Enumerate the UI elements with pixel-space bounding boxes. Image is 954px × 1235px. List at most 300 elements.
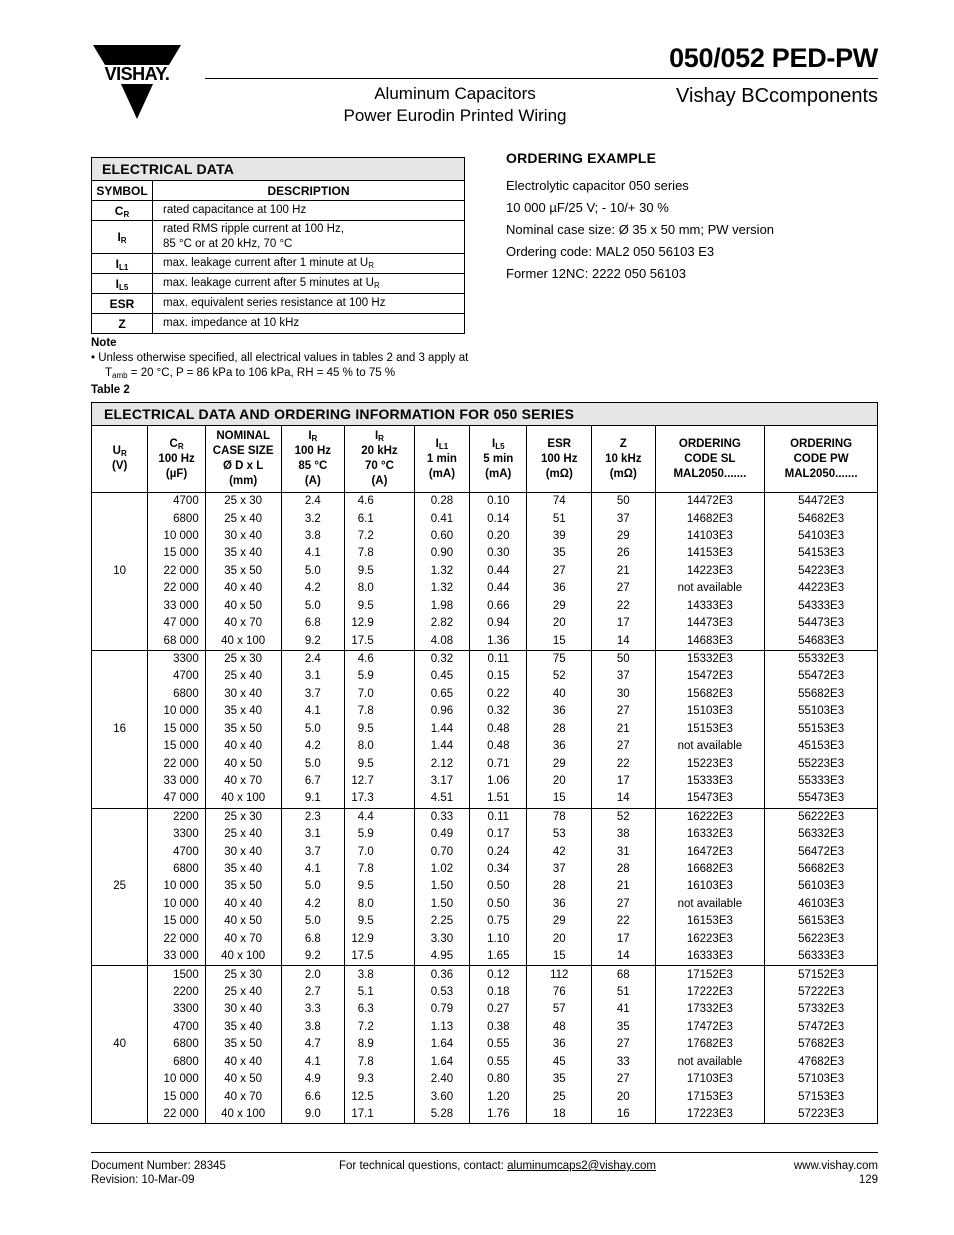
table-cell: 0.30 [470,545,527,562]
table-row [92,545,878,562]
table-cell: 35 x 40 [205,1019,281,1036]
description-line [163,237,454,252]
table-cell: 57682E3 [765,1036,878,1053]
table-cell: 6.8 [281,615,345,632]
table-cell: 30 x 40 [205,1001,281,1018]
table-cell: 0.48 [470,738,527,755]
col-description: DESCRIPTION [153,181,465,201]
table-cell: 40 [527,686,592,703]
voltage-cell: 16 [92,650,148,808]
table-cell: 0.65 [414,686,469,703]
table-cell: 0.80 [470,1071,527,1088]
table-cell: 40 x 70 [205,615,281,632]
header-text: (mA) [428,467,456,480]
header-text: MAL2050....... [784,467,858,480]
table-cell: 30 x 40 [205,686,281,703]
table-cell: 1.64 [414,1036,469,1053]
table-row [92,738,878,755]
column-header [414,426,469,493]
column-header [281,426,345,493]
description-cell [153,294,465,314]
table-cell: 0.33 [414,808,469,826]
table-cell: 54223E3 [765,563,878,580]
table-cell: 7.8 [345,545,415,562]
table-cell: not available [655,580,765,597]
table-cell: 33 000 [148,773,205,790]
table-row [92,826,878,843]
table-cell: 27 [592,703,656,720]
symbol-subscript: L5 [119,282,129,292]
table-cell: 6800 [148,1036,205,1053]
table-cell: 46103E3 [765,896,878,913]
table-cell: 17 [592,773,656,790]
table-cell: 9.2 [281,632,345,650]
table-row [92,984,878,1001]
header-text: ESR [547,437,572,450]
column-header-line [416,467,468,482]
table-cell: 1.76 [470,1106,527,1124]
table-cell: 6.8 [281,931,345,948]
table-row [92,686,878,703]
table-cell: 4700 [148,843,205,860]
table-cell: 57103E3 [765,1071,878,1088]
table-cell: 0.32 [470,703,527,720]
header-text: 100 Hz [158,452,195,465]
table-cell: 5.28 [414,1106,469,1124]
ordering-example [506,150,774,285]
symbol-subscript: R [120,236,127,245]
table-cell: 5.1 [345,984,415,1001]
table-cell: 6800 [148,510,205,527]
symbol: Z [118,316,126,331]
table-cell: 6800 [148,686,205,703]
table-cell: 1.50 [414,878,469,895]
table-cell: 0.10 [470,493,527,511]
note-text-sub: amb [112,371,128,380]
table-cell: 35 x 40 [205,545,281,562]
column-header-line [149,467,203,482]
table-cell: 51 [592,984,656,1001]
table-cell: 15332E3 [655,650,765,668]
table-cell: 37 [592,510,656,527]
table-row [92,493,878,511]
table-cell: 14 [592,948,656,966]
table-cell: 56472E3 [765,843,878,860]
table-cell: 1.02 [414,861,469,878]
table-cell: 0.94 [470,615,527,632]
table-cell: 7.8 [345,703,415,720]
table-cell: 0.20 [470,528,527,545]
symbol-cell [92,201,153,221]
table-cell: 14683E3 [655,632,765,650]
header-text: 100 Hz [294,445,332,457]
table-cell: 28 [527,878,592,895]
table-cell: 15103E3 [655,703,765,720]
table-cell: 28 [527,720,592,737]
table-cell: 36 [527,1036,592,1053]
table-cell: 5.0 [281,878,345,895]
table-cell: 35 x 50 [205,720,281,737]
column-header-line [471,467,525,482]
table-cell: 53 [527,826,592,843]
table-cell: 0.41 [414,510,469,527]
column-header-line [207,444,280,459]
table-cell: 57222E3 [765,984,878,1001]
table-cell: 35 x 40 [205,703,281,720]
description-text: max. leakage current after 1 minute at U [163,257,369,269]
table-cell: 5.0 [281,563,345,580]
description-text: max. equivalent series resistance at 100 Hz [163,297,386,309]
description-line [163,296,454,311]
table-cell: 9.3 [345,1071,415,1088]
table-cell: 15472E3 [655,668,765,685]
electrical-data-table [91,157,465,334]
table-cell: 3.60 [414,1088,469,1105]
table-cell: 40 x 100 [205,632,281,650]
table-cell: 57153E3 [765,1088,878,1105]
table-cell: 40 x 100 [205,948,281,966]
table-cell: 3.2 [281,510,345,527]
table-cell: 3.7 [281,686,345,703]
table-row [92,668,878,685]
table-cell: 7.8 [345,861,415,878]
table-cell: 47 000 [148,615,205,632]
table-cell: 57223E3 [765,1106,878,1124]
table-cell: 1500 [148,966,205,984]
table-cell: 4.2 [281,580,345,597]
table-cell: 5.9 [345,668,415,685]
table-cell: 4700 [148,493,205,511]
column-header-line [346,429,413,444]
table-cell: 6.1 [345,510,415,527]
table-cell: 8.0 [345,738,415,755]
document-title: 050/052 PED-PW [669,43,878,73]
subtitle-line-2: Power Eurodin Printed Wiring [343,106,567,125]
header-text: (µF) [165,467,188,480]
footer-rule [91,1152,878,1153]
table-cell: 52 [592,808,656,826]
table-cell: 75 [527,650,592,668]
ordering-information-table [91,402,878,1124]
table-cell: 22 000 [148,580,205,597]
table-cell: 14153E3 [655,545,765,562]
voltage-cell: 10 [92,493,148,651]
table-cell: 12.9 [345,931,415,948]
table-cell: 1.65 [470,948,527,966]
table-cell: 25 x 40 [205,668,281,685]
table-cell: 14103E3 [655,528,765,545]
table-cell: 9.1 [281,790,345,808]
table-cell: 29 [527,913,592,930]
column-header-line [149,452,203,467]
table-cell: 37 [527,861,592,878]
table-cell: 21 [592,563,656,580]
table-cell: 29 [527,598,592,615]
table-row [92,598,878,615]
column-header [527,426,592,493]
header-text: C [169,437,178,450]
header-text: (mm) [229,475,258,487]
logo-text: VISHAY. [104,64,170,84]
column-header-line [766,467,876,482]
table-cell: 1.36 [470,632,527,650]
table-cell: 25 x 30 [205,493,281,511]
header-text: (V) [112,460,128,472]
table-row [92,1036,878,1053]
table-cell: 7.0 [345,843,415,860]
table-cell: 17222E3 [655,984,765,1001]
table-cell: 7.2 [345,528,415,545]
symbol: I [115,276,119,291]
header-subscript: R [177,441,184,451]
table-cell: 40 x 50 [205,598,281,615]
contact-email-link[interactable]: aluminumcaps2@vishay.com [507,1160,657,1172]
column-header-line [528,467,590,482]
header-text: 100 Hz [541,452,578,465]
table-cell: 54473E3 [765,615,878,632]
column-header-line [93,459,146,474]
table-cell: 38 [592,826,656,843]
table-cell: 5.9 [345,826,415,843]
revision: Revision: 10-Mar-09 [91,1174,195,1186]
description-subscript: R [373,281,380,290]
table-cell: 30 x 40 [205,843,281,860]
table-cell: 2.0 [281,966,345,984]
note-title: Note [91,337,117,349]
table-cell: 14682E3 [655,510,765,527]
table-cell: 1.10 [470,931,527,948]
table-cell: 4.2 [281,896,345,913]
vishay-logo [91,43,183,121]
table-cell: 36 [527,703,592,720]
main-table-title: ELECTRICAL DATA AND ORDERING INFORMATION FOR 050 SERIES [92,403,878,426]
column-header-line [283,429,344,444]
column-header-line [346,474,413,489]
table-cell: 35 x 40 [205,861,281,878]
table-cell: 7.0 [345,686,415,703]
table-label: Table 2 [91,384,130,396]
table-cell: 33 [592,1054,656,1071]
table-cell: 40 x 50 [205,913,281,930]
table-cell: 55103E3 [765,703,878,720]
table-cell: 22 000 [148,931,205,948]
table-cell: 2.4 [281,650,345,668]
table-cell: 17472E3 [655,1019,765,1036]
header-text: 85 °C [298,460,328,472]
table-cell: 0.50 [470,878,527,895]
table-cell: 28 [592,861,656,878]
table-cell: 22 [592,913,656,930]
table-cell: 9.5 [345,720,415,737]
header-text: NOMINAL [216,430,270,442]
description-line [163,203,454,218]
table-cell: 30 x 40 [205,528,281,545]
table-cell: 4.1 [281,861,345,878]
description-line [163,316,454,331]
table-cell: 74 [527,493,592,511]
header-text: (mA) [485,467,512,480]
table-cell: 14 [592,790,656,808]
table-cell: 3300 [148,826,205,843]
column-header-line [593,467,654,482]
table-cell: 4700 [148,668,205,685]
table-row [92,896,878,913]
description-text: max. impedance at 10 kHz [163,317,300,329]
table-cell: 27 [592,580,656,597]
table-cell: 9.5 [345,563,415,580]
table-cell: 36 [527,896,592,913]
table-cell: 4.1 [281,703,345,720]
table-cell: 15473E3 [655,790,765,808]
table-cell: 10 000 [148,703,205,720]
column-header-line [593,437,654,452]
table-cell: 16333E3 [655,948,765,966]
table-cell: 18 [527,1106,592,1124]
table-cell: 40 x 70 [205,931,281,948]
table-cell: 5.0 [281,598,345,615]
symbol: I [115,256,119,271]
header-text: I [492,437,496,450]
table-row [92,948,878,966]
symbol-cell [92,254,153,274]
electrical-data-row [92,201,465,221]
header-text: ORDERING [678,437,741,450]
table-cell: 56153E3 [765,913,878,930]
table-cell: 0.75 [470,913,527,930]
column-header [148,426,205,493]
table-cell: 7.2 [345,1019,415,1036]
header-text: 5 min [483,452,514,465]
table-cell: 0.18 [470,984,527,1001]
column-header-line [657,437,764,452]
column-header-line [657,452,764,467]
table-cell: 44223E3 [765,580,878,597]
table-cell: 25 x 30 [205,966,281,984]
table-cell: 33 000 [148,598,205,615]
table-cell: 17682E3 [655,1036,765,1053]
table-cell: 14472E3 [655,493,765,511]
table-cell: 0.36 [414,966,469,984]
header-text: Z [619,437,627,450]
table-cell: 40 x 50 [205,1071,281,1088]
table-cell: 0.55 [470,1054,527,1071]
symbol-subscript: L1 [119,262,129,272]
table-cell: 40 x 40 [205,1054,281,1071]
table-cell: 21 [592,720,656,737]
voltage-cell: 40 [92,966,148,1124]
table-cell: 55682E3 [765,686,878,703]
table-row [92,878,878,895]
table-cell: 37 [592,668,656,685]
table-cell: 40 x 100 [205,790,281,808]
table-cell: 1.32 [414,580,469,597]
table-cell: 42 [527,843,592,860]
table-cell: 10 000 [148,528,205,545]
column-header [345,426,415,493]
column-header [92,426,148,493]
table-cell: 17 [592,615,656,632]
table-cell: 31 [592,843,656,860]
table-cell: 35 x 50 [205,1036,281,1053]
table-cell: 30 [592,686,656,703]
table-cell: 4700 [148,1019,205,1036]
table-cell: 36 [527,580,592,597]
footer-contact [339,1159,656,1173]
table-row [92,563,878,580]
table-cell: 10 000 [148,878,205,895]
header-text: I [308,430,312,442]
table-cell: 0.24 [470,843,527,860]
table-cell: 4.6 [345,493,415,511]
table-row [92,808,878,826]
table-cell: 6.3 [345,1001,415,1018]
table-cell: 35 [592,1019,656,1036]
table-cell: 20 [527,931,592,948]
table-cell: 29 [592,528,656,545]
table-row [92,913,878,930]
table-cell: 45153E3 [765,738,878,755]
header-text: U [112,445,121,457]
table-cell: 15333E3 [655,773,765,790]
table-cell: 25 x 30 [205,650,281,668]
footer-site-info [794,1159,878,1187]
header-text: (A) [371,475,388,487]
table-cell: 20 [592,1088,656,1105]
table-cell: 55472E3 [765,668,878,685]
description-line [163,222,454,237]
column-header-line [346,459,413,474]
table-cell: 56333E3 [765,948,878,966]
table-cell: 0.60 [414,528,469,545]
table-cell: 26 [592,545,656,562]
symbol-subscript: R [123,209,130,219]
table-cell: 14333E3 [655,598,765,615]
table-cell: 0.66 [470,598,527,615]
column-header-line [283,444,344,459]
table-cell: 10 000 [148,1071,205,1088]
table-cell: 35 x 50 [205,563,281,580]
table-cell: 1.32 [414,563,469,580]
table-cell: 40 x 40 [205,580,281,597]
table-row [92,843,878,860]
ordering-example-title: ORDERING EXAMPLE [506,150,657,166]
table-cell: 4.2 [281,738,345,755]
header-text: CODE PW [793,452,849,465]
column-header-line [766,452,876,467]
column-header [765,426,878,493]
table-cell: 29 [527,755,592,772]
description-subscript: R [368,261,374,270]
table-cell: 0.28 [414,493,469,511]
column-header-line [416,437,468,452]
table-cell: 14473E3 [655,615,765,632]
description-cell [153,274,465,294]
table-cell: 35 [527,545,592,562]
table-cell: 8.0 [345,896,415,913]
table-row [92,790,878,808]
table-cell: 3.7 [281,843,345,860]
page-number: 129 [858,1174,878,1186]
table-cell: 55153E3 [765,720,878,737]
table-cell: 6800 [148,1054,205,1071]
table-row [92,703,878,720]
table-row [92,510,878,527]
table-cell: 3.3 [281,1001,345,1018]
table-cell: 45 [527,1054,592,1071]
description-text: rated RMS ripple current at 100 Hz, [163,223,344,235]
column-header-line [416,452,468,467]
table-cell: 16153E3 [655,913,765,930]
